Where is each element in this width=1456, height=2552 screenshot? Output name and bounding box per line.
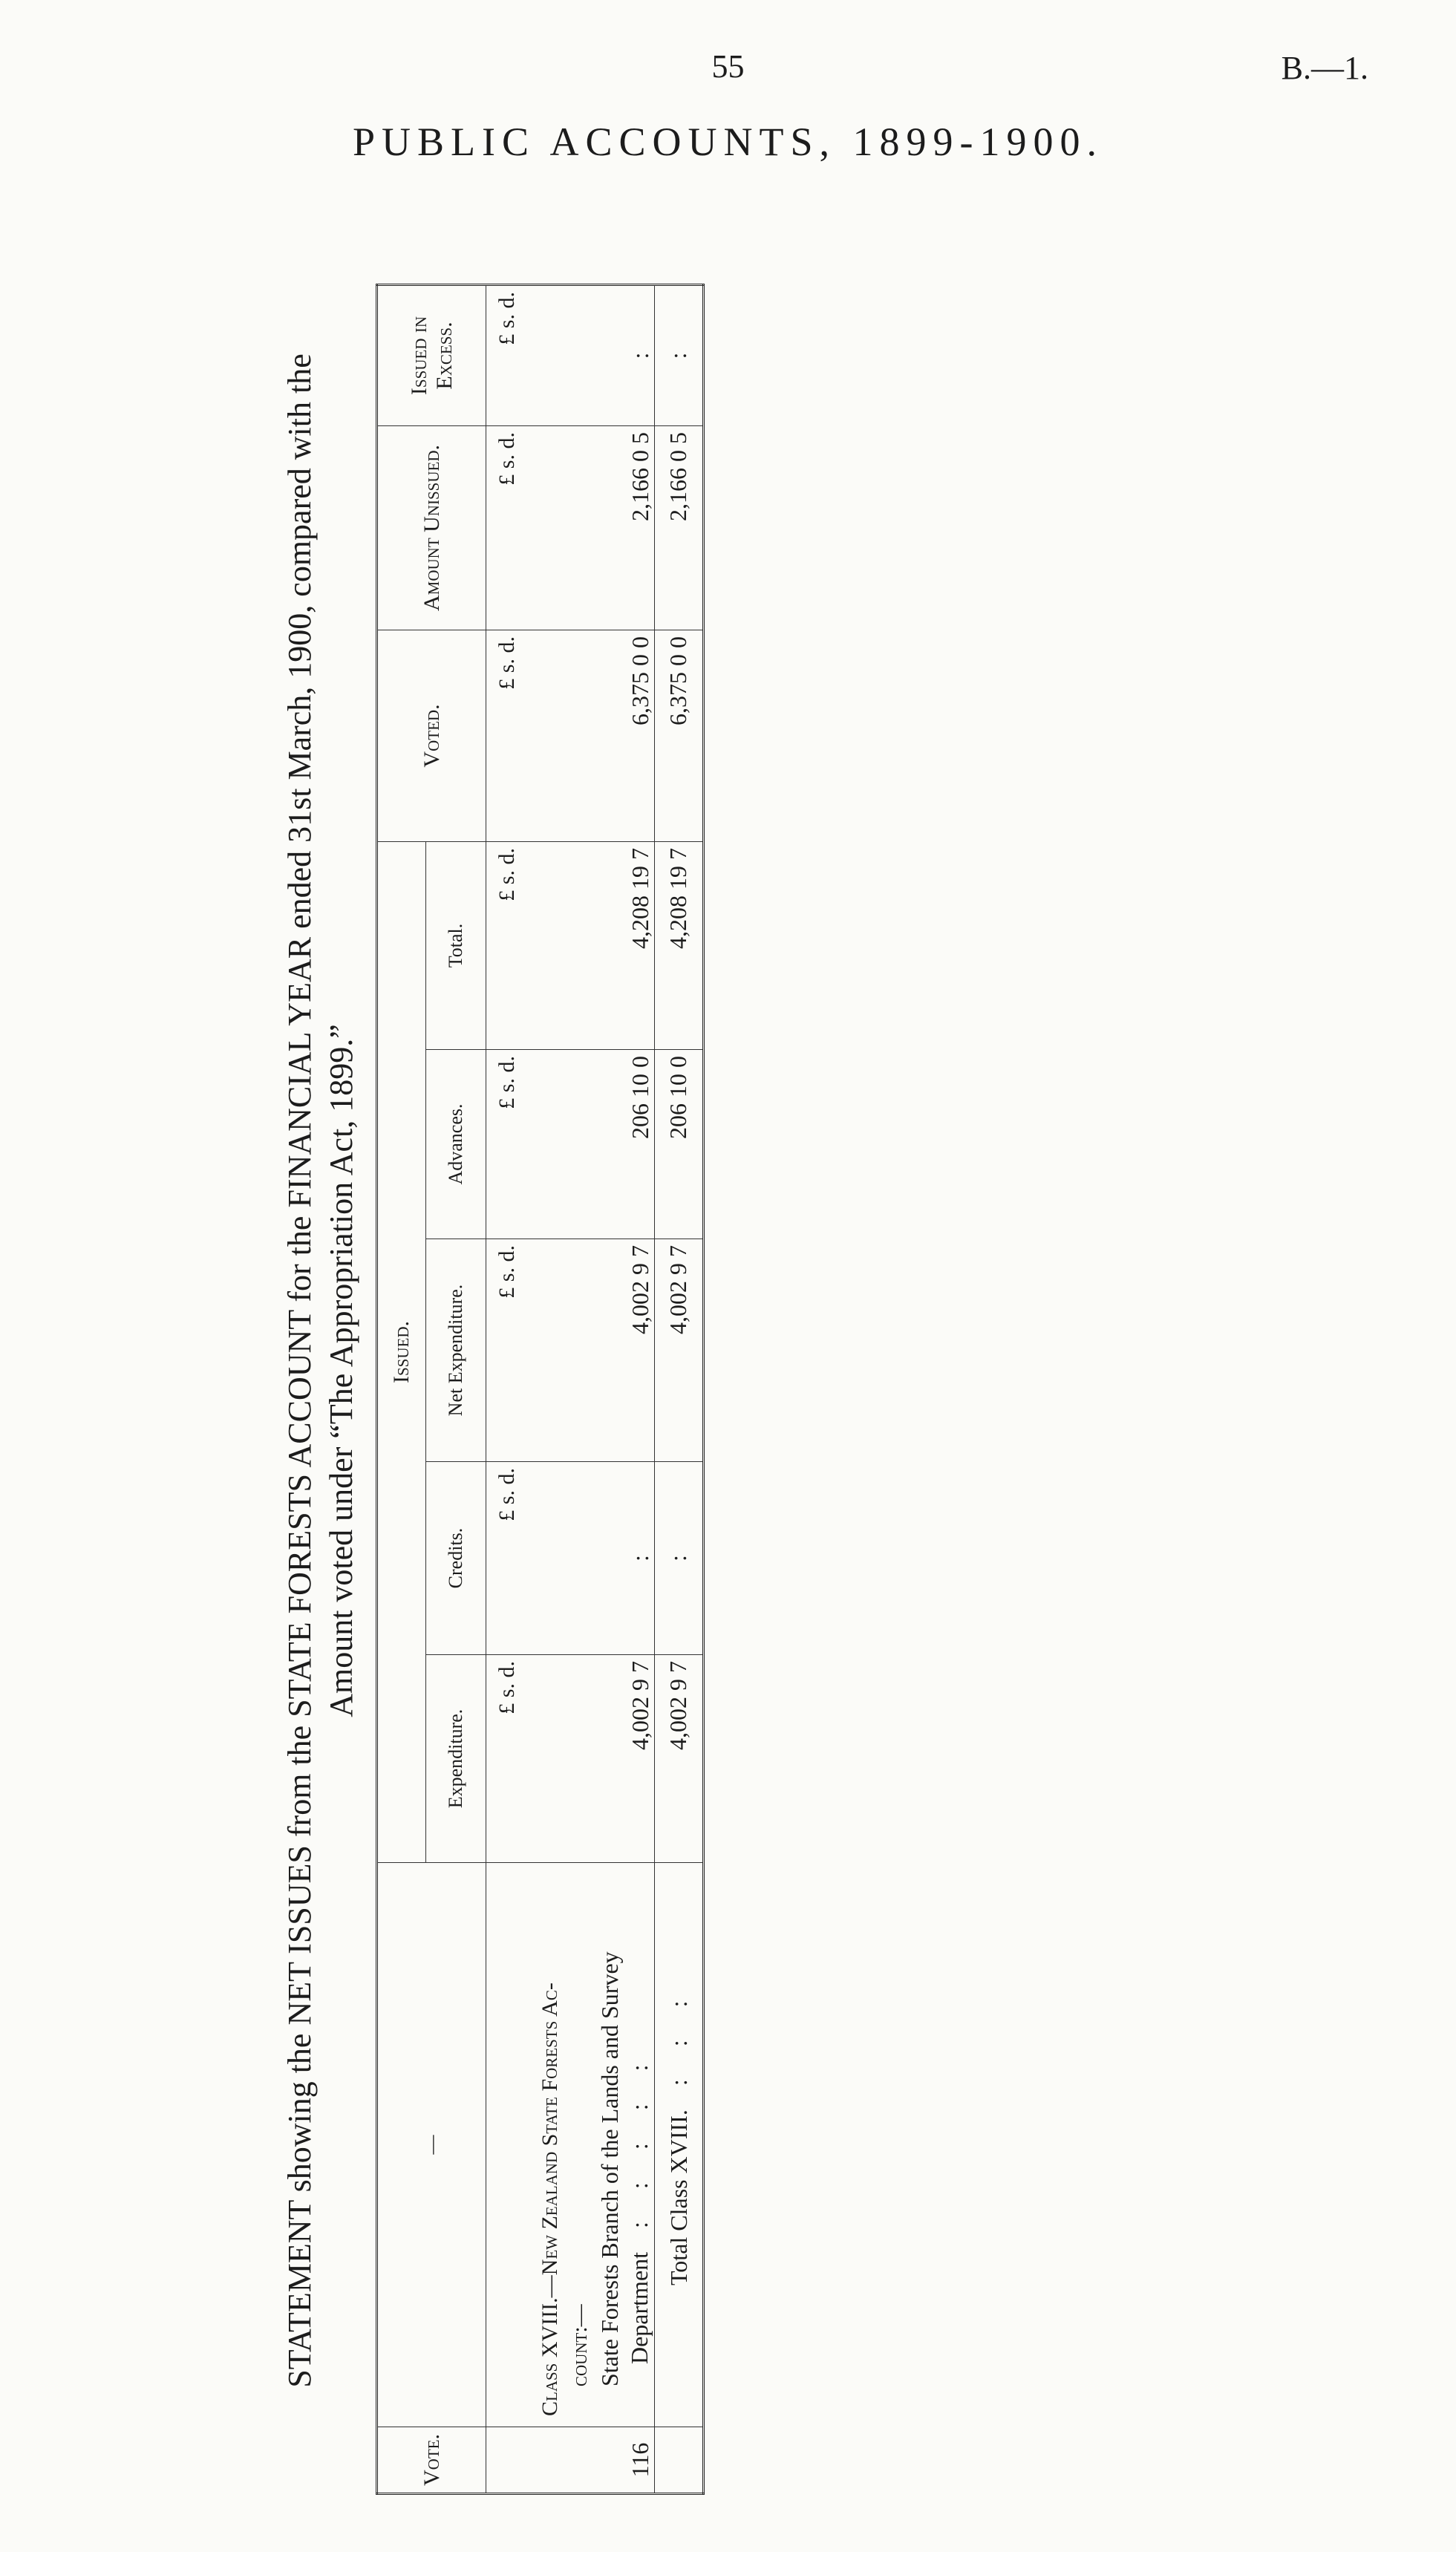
total-credits-value: : xyxy=(654,1462,703,1655)
units-issued-in-excess: £ s. d. xyxy=(486,285,529,426)
total-leader-dots: : : : xyxy=(665,1987,692,2086)
total-voted-value: 6,375 0 0 xyxy=(654,630,703,842)
amount-unissued-value: 2,166 0 5 xyxy=(528,426,654,630)
total-vote-cell xyxy=(654,2427,703,2494)
units-description-cell xyxy=(486,1863,529,2427)
total-label-cell xyxy=(654,1863,703,2427)
units-amount-unissued: £ s. d. xyxy=(486,426,529,630)
caption-line-2: Amount voted under “The Appropriation Act, 1899.” xyxy=(323,1024,359,1717)
total-expenditure-value: 4,002 9 7 xyxy=(654,1655,703,1863)
total-total-value: 4,208 19 7 xyxy=(654,842,703,1050)
advances-header: Advances. xyxy=(426,1050,486,1239)
table-row xyxy=(528,285,654,2494)
credits-header: Credits. xyxy=(426,1462,486,1655)
issued-in-excess-value: : xyxy=(528,285,654,426)
issued-header: Issued. xyxy=(377,842,426,1863)
units-row xyxy=(486,285,529,2494)
total-net-expenditure-value: 4,002 9 7 xyxy=(654,1239,703,1462)
total-amount-unissued-value: 2,166 0 5 xyxy=(654,426,703,630)
units-total: £ s. d. xyxy=(486,842,529,1050)
rotated-statement-block xyxy=(275,235,691,2507)
units-vote-cell xyxy=(486,2427,529,2494)
caption-line-1: STATEMENT showing the NET ISSUES from the STATE FORESTS ACCOUNT for the FINANCIAL YEAR ended 31st March, 1900, compared with the xyxy=(281,353,318,2388)
vote-number: 116 xyxy=(626,2442,653,2478)
document-reference: B.—1. xyxy=(1281,50,1368,86)
statement-caption xyxy=(275,235,362,2507)
net-expenditure-value: 4,002 9 7 xyxy=(528,1239,654,1462)
advances-value: 206 10 0 xyxy=(528,1050,654,1239)
units-advances: £ s. d. xyxy=(486,1050,529,1239)
total-header: Total. xyxy=(426,842,486,1050)
issued-in-excess-header: Issued in Excess. xyxy=(377,285,486,426)
total-label: Total Class XVIII. xyxy=(665,2109,692,2285)
statement-table xyxy=(376,284,705,2495)
class-heading: Class XVIII.—New Zealand State Forests Ac- xyxy=(537,1982,562,2416)
page-number: 55 xyxy=(711,48,745,85)
expenditure-header: Expenditure. xyxy=(426,1655,486,1863)
units-net-expenditure: £ s. d. xyxy=(486,1239,529,1462)
item-line-1: State Forests Branch of the Lands and Survey xyxy=(595,1951,623,2386)
page-title: PUBLIC ACCOUNTS, 1899-1900. xyxy=(352,120,1104,164)
total-advances-value: 206 10 0 xyxy=(654,1050,703,1239)
total-row xyxy=(654,285,703,2494)
net-expenditure-header: Net Expenditure. xyxy=(426,1239,486,1462)
leader-dots: : : : : : xyxy=(625,2051,653,2228)
units-voted: £ s. d. xyxy=(486,630,529,842)
class-heading-continued: count:— xyxy=(567,2304,592,2386)
credits-value: : xyxy=(528,1462,654,1655)
item-line-2: Department xyxy=(625,2251,653,2364)
vote-header: Vote. xyxy=(377,2427,486,2494)
voted-value: 6,375 0 0 xyxy=(528,630,654,842)
total-value: 4,208 19 7 xyxy=(528,842,654,1050)
amount-unissued-header: Amount Unissued. xyxy=(377,426,486,630)
expenditure-value: 4,002 9 7 xyxy=(528,1655,654,1863)
voted-header: Voted. xyxy=(377,630,486,842)
units-expenditure: £ s. d. xyxy=(486,1655,529,1863)
units-credits: £ s. d. xyxy=(486,1462,529,1655)
description-header: — xyxy=(377,1863,486,2427)
total-issued-in-excess-value: : xyxy=(654,285,703,426)
vote-description xyxy=(528,1863,654,2427)
